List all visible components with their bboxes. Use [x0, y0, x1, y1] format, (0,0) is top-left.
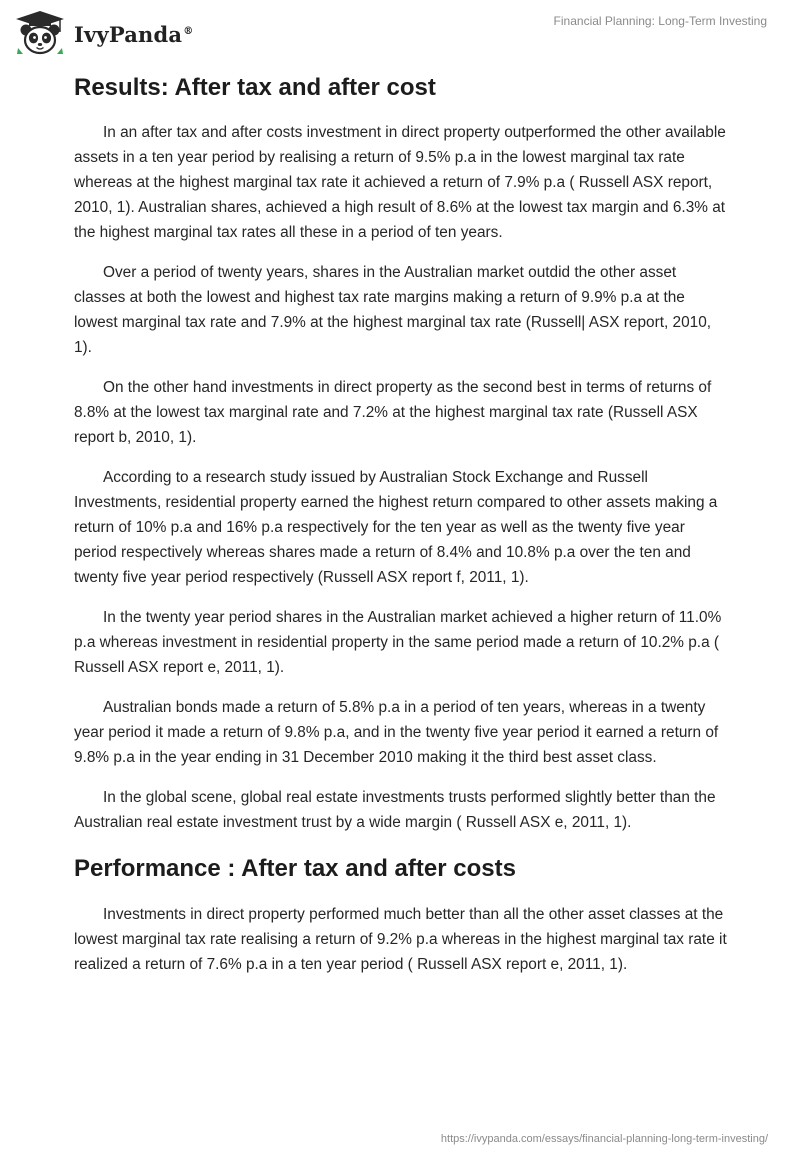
panda-graduate-icon — [14, 10, 66, 56]
paragraph: On the other hand investments in direct property as the second best in terms of returns of 8.8% at the lowest tax marginal rate and 7.2% at the highest marginal tax rate (Russell ASX report b, 2010, 1). — [74, 379, 712, 446]
paragraph: In the twenty year period shares in the Australian market achieved a higher return of 11.0% p.a whereas investment in residential property in the same period made a return of 10.2% p.a ( Russell ASX report e, 2011, 1). — [74, 609, 722, 676]
section-heading-results: Results: After tax and after cost — [74, 74, 436, 101]
brand-name — [74, 22, 193, 47]
paragraph: According to a research study issued by Australian Stock Exchange and Russell Investments, residential property earned the highest return compared to other assets making a return of 10% p.a and 16% p.a respectively for the ten year as well as the twenty five year period respectively whereas shares made a return of 8.4% and 10.8% p.a over the ten and twenty five year period respectively (Russell ASX report f, 2011, 1). — [74, 469, 718, 586]
page-header — [0, 0, 800, 66]
paragraph: Australian bonds made a return of 5.8% p.a in a period of ten years, whereas in a twenty year period it made a return of 9.8% p.a, and in the twenty five year period it earned a return of 9.8% p.a in the year ending in 31 December 2010 making it the third best asset class. — [74, 699, 719, 766]
registered-mark: ® — [183, 25, 194, 37]
article-body — [74, 72, 728, 992]
paragraph: In an after tax and after costs investment in direct property outperformed the other available assets in a ten year period by realising a return of 9.5% p.a in the lowest marginal tax rate whereas at the highest marginal tax rate it achieved a return of 7.9% p.a ( Russell ASX report, 2010, 1). Australian shares, achieved a high result of 8.6% at the lowest tax margin and 6.3% at the highest marginal tax rates all these in a period of ten years. — [74, 124, 726, 241]
section-heading-performance: Performance : After tax and after costs — [74, 855, 516, 882]
running-title: Financial Planning: Long-Term Investing — [553, 14, 767, 28]
source-url-link[interactable]: https://ivypanda.com/essays/financial-planning-long-term-investing/ — [440, 1133, 768, 1145]
paragraph: Over a period of twenty years, shares in the Australian market outdid the other asset classes at both the lowest and highest tax rate margins making a return of 9.9% p.a at the lowest marginal tax rate and 7.9% at the highest marginal tax rate (Russell| ASX report, 2010, 1). — [74, 264, 712, 356]
paragraph: Investments in direct property performed much better than all the other asset classes at the lowest marginal tax rate realising a return of 9.2% p.a whereas in the highest marginal tax rate it realized a return of 7.6% p.a in a ten year period ( Russell ASX report e, 2011, 1). — [74, 906, 727, 973]
paragraph: In the global scene, global real estate investments trusts performed slightly better than the Australian real estate investment trust by a wide margin ( Russell ASX e, 2011, 1). — [74, 789, 716, 831]
brand-logo[interactable] — [14, 10, 193, 56]
brand-name-text: IvyPanda — [74, 21, 183, 47]
